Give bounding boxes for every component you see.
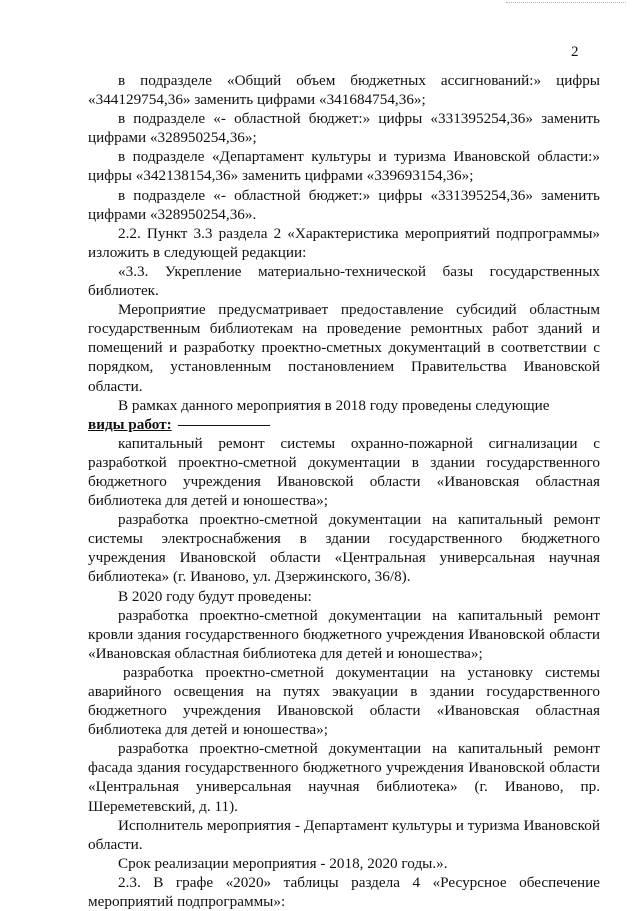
handwritten-underline — [178, 424, 270, 426]
paragraph-2: в подразделе «- областной бюджет:» цифры «331395254,36» заменить цифрами «328950254,36»; — [88, 110, 600, 147]
paragraph-16: Срок реализации мероприятия - 2018, 2020 годы.». — [118, 854, 448, 872]
paragraph-7: Мероприятие предусматривает предоставление субсидий областным государственным библиотекам на проведение ремонтных работ зданий и помещений и разработку проектно-сметных документаций в соответствии с порядком, установленным постановлением Правительства Ивановской области. — [88, 301, 600, 395]
paragraph-15: Исполнитель мероприятия - Департамент культуры и туризма Ивановской области. — [88, 816, 600, 853]
paragraph-13: разработка проектно-сметной документации на установку системы аварийного освещения на путях эвакуации в здании государственного бюджетного учреждения Ивановской области «Ивановская областная библиотека для детей и юношества»; — [88, 663, 600, 739]
paragraph-10: разработка проектно-сметной документации на капитальный ремонт системы электроснабжения в здании государственного бюджетного учреждения Ивановской области «Центральная универсальная научная библиотека» (г. Иваново, ул. Дзержинского, 36/8). — [88, 511, 600, 586]
page-number: 2 — [571, 44, 579, 60]
paragraph-9: капитальный ремонт системы охранно-пожарной сигнализации с разработкой проектно-сметной документации в здании государственного бюджетного учреждения Ивановской области «Ивановская областная библиотека для детей и юношества»; — [88, 434, 600, 510]
paragraph-8 — [88, 396, 600, 415]
paragraph-8-text: В рамках данного мероприятия в 2018 году проведены следующие — [118, 396, 550, 414]
paragraph-14: разработка проектно-сметной документации на капитальный ремонт фасада здания государственного бюджетного учреждения Ивановской области «Центральная универсальная научная библиотека» (г. Иваново, пр. Шереметевский, д. 11). — [88, 740, 600, 815]
paragraph-1: в подразделе «Общий объем бюджетных ассигнований:» цифры «344129754,36» заменить цифрами «341684754,36»; — [88, 72, 600, 109]
paragraph-5: 2.2. Пункт 3.3 раздела 2 «Характеристика мероприятий подпрограммы» изложить в следующей редакции: — [88, 224, 600, 261]
paragraph-3: в подразделе «Департамент культуры и туризма Ивановской области:» цифры «342138154,36» заменить цифрами «339693154,36»; — [88, 148, 600, 185]
paragraph-11: В 2020 году будут проведены: — [118, 587, 312, 605]
highlighted-phrase: виды работ: — [88, 415, 172, 433]
paragraph-6: «3.3. Укрепление материально-технической базы государственных библиотек. — [88, 262, 600, 300]
document-body — [88, 71, 600, 911]
paragraph-12: разработка проектно-сметной документации на капитальный ремонт кровли здания государственного бюджетного учреждения Ивановской области «Ивановская областная библиотека для детей и юношества»; — [88, 606, 600, 662]
paragraph-4: в подразделе «- областной бюджет:» цифры «331395254,36» заменить цифрами «328950254,36». — [88, 186, 600, 223]
paragraph-17: 2.3. В графе «2020» таблицы раздела 4 «Ресурсное обеспечение мероприятий подпрограммы»: — [88, 873, 600, 911]
paragraph-8-continued — [88, 415, 600, 434]
scan-header-marks — [506, 2, 626, 7]
